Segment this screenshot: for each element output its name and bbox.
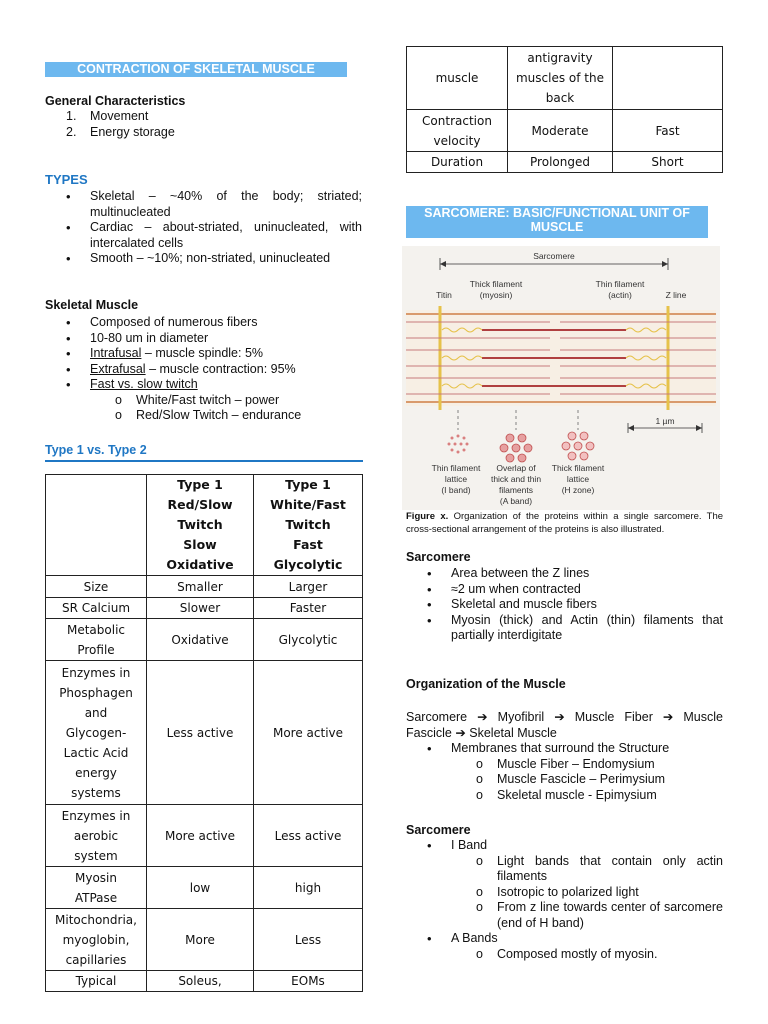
table-cell: Myosin ATPase — [46, 867, 147, 909]
types-heading: TYPES — [45, 172, 88, 187]
label-lattice-2c: filaments — [498, 485, 534, 495]
table-row — [46, 619, 363, 661]
table-row — [46, 805, 363, 867]
label-lattice-1b: lattice — [444, 474, 468, 484]
sarcomere-figure — [402, 246, 720, 510]
list-item: • Composed of numerous fibers — [66, 315, 258, 330]
fiber-type-table-continued — [406, 46, 723, 173]
organization-list — [427, 741, 723, 803]
skeletal-heading: Skeletal Muscle — [45, 298, 139, 312]
table-cell — [613, 47, 723, 110]
sub-list-item: o Skeletal muscle - Epimysium — [476, 787, 657, 802]
filament-bundle — [406, 306, 716, 410]
table-cell: Less active — [254, 805, 363, 867]
table-row — [407, 47, 723, 110]
table-header-cell: Type 1 White/Fast Twitch Fast Glycolytic — [254, 475, 363, 576]
label-titin: Titin — [436, 290, 452, 300]
list-item: • Smooth – ~10%; non-striated, uninucleated — [66, 251, 331, 266]
table-row — [46, 661, 363, 805]
label-thick-filament: Thick filament — [469, 279, 523, 289]
table-cell: Slower — [147, 598, 254, 619]
heading-underline — [45, 460, 363, 462]
table-cell: Glycolytic — [254, 619, 363, 661]
fiber-type-table — [45, 474, 363, 992]
type-comparison-heading: Type 1 vs. Type 2 — [45, 443, 147, 457]
table-cell: Larger — [254, 576, 363, 598]
table-cell: Faster — [254, 598, 363, 619]
section-title-sarcomere: SARCOMERE: BASIC/FUNCTIONAL UNIT OF MUSCLE — [406, 206, 708, 238]
list-item: • Intrafusal – muscle spindle: 5% — [66, 346, 264, 361]
table-cell — [46, 475, 147, 576]
sarcomere-list — [427, 566, 723, 644]
list-item: • ≈2 um when contracted — [427, 581, 581, 597]
list-item: • Myosin (thick) and Actin (thin) filaments that partially interdigitate — [427, 612, 723, 642]
sub-list-item: o White/Fast twitch – power — [115, 392, 280, 407]
sarcomere-bands-heading: Sarcomere — [406, 823, 471, 837]
organization-chain: Sarcomere ➔ Myofibril ➔ Muscle Fiber ➔ Muscle Fascicle ➔ Skeletal Muscle — [406, 710, 723, 740]
general-heading: General Characteristics — [45, 94, 186, 108]
skeletal-list — [66, 315, 362, 424]
table-cell: Enzymes in aerobic system — [46, 805, 147, 867]
table-cell: Duration — [407, 152, 508, 173]
table-cell: Soleus, — [147, 971, 254, 992]
label-actin: (actin) — [608, 290, 632, 300]
types-list — [66, 189, 362, 267]
sub-list-item: o From z line towards center of sarcomere (end of H band) — [476, 900, 723, 930]
label-lattice-1c: (I band) — [441, 485, 471, 495]
label-lattice-3c: (H zone) — [561, 485, 595, 495]
label-lattice-1: Thin filament — [431, 463, 481, 473]
sub-list-item: o Isotropic to polarized light — [476, 884, 639, 899]
sub-list-item: o Light bands that contain only actin filaments — [476, 853, 723, 883]
table-cell: low — [147, 867, 254, 909]
list-item: • Skeletal and muscle fibers — [427, 597, 597, 612]
table-cell: muscle — [407, 47, 508, 110]
table-cell: Prolonged — [508, 152, 613, 173]
organization-heading: Organization of the Muscle — [406, 677, 566, 691]
table-cell: Typical — [46, 971, 147, 992]
label-sarcomere: Sarcomere — [533, 251, 575, 261]
table-cell: Enzymes in Phosphagen and Glycogen- Lactic Acid energy systems — [46, 661, 147, 805]
table-cell: Smaller — [147, 576, 254, 598]
sub-list-item: o Composed mostly of myosin. — [476, 946, 658, 961]
table-cell: Size — [46, 576, 147, 598]
table-cell: high — [254, 867, 363, 909]
table-row — [407, 152, 723, 173]
table-row — [46, 909, 363, 971]
table-cell: More active — [147, 805, 254, 867]
label-lattice-3: Thick filament — [551, 463, 605, 473]
table-row — [407, 110, 723, 152]
table-header-row — [46, 475, 363, 576]
table-header-cell: Type 1 Red/Slow Twitch Slow Oxidative — [147, 475, 254, 576]
list-item: • Membranes that surround the Structure — [427, 741, 670, 756]
table-cell: Moderate — [508, 110, 613, 152]
sarcomere-bands-list — [427, 838, 723, 962]
list-item: • Extrafusal – muscle contraction: 95% — [66, 361, 296, 377]
label-scale: 1 µm — [655, 416, 675, 426]
label-myosin: (myosin) — [479, 290, 513, 300]
table-cell: Fast — [613, 110, 723, 152]
table-cell: EOMs — [254, 971, 363, 992]
table-row — [46, 598, 363, 619]
table-row — [46, 867, 363, 909]
figure-caption: Figure x. Organization of the proteins within a single sarcomere. The cross-sectional arrangement of the proteins is also illustrated. — [406, 511, 724, 535]
table-cell: Less active — [147, 661, 254, 805]
label-lattice-3b: lattice — [566, 474, 590, 484]
table-cell: More active — [254, 661, 363, 805]
sub-list-item: o Muscle Fascicle – Perimysium — [476, 772, 666, 786]
section-title-contraction: CONTRACTION OF SKELETAL MUSCLE — [45, 62, 347, 77]
table-cell: SR Calcium — [46, 598, 147, 619]
sub-list-item: o Muscle Fiber – Endomysium — [476, 756, 655, 771]
table-cell: antigravity muscles of the back — [508, 47, 613, 110]
label-z-line: Z line — [665, 290, 687, 300]
label-thin-filament: Thin filament — [595, 279, 645, 289]
table-cell: Short — [613, 152, 723, 173]
list-item: • I Band — [427, 838, 488, 853]
sub-list-item: o Red/Slow Twitch – endurance — [115, 408, 302, 422]
list-item: 1. Movement — [66, 109, 149, 123]
sarcomere-heading: Sarcomere — [406, 550, 471, 564]
label-lattice-2: Overlap of — [496, 463, 536, 473]
list-item: • 10-80 um in diameter — [66, 330, 209, 346]
table-cell: Oxidative — [147, 619, 254, 661]
list-item: 2. Energy storage — [66, 124, 175, 139]
list-item: • A Bands — [427, 931, 498, 946]
table-cell: Metabolic Profile — [46, 619, 147, 661]
label-lattice-2b: thick and thin — [490, 474, 542, 484]
list-item: • Cardiac – about-striated, uninucleated, with intercalated cells — [66, 220, 362, 250]
label-lattice-2d: (A band) — [499, 496, 533, 506]
general-list — [66, 109, 356, 140]
table-cell: Mitochondria, myoglobin, capillaries — [46, 909, 147, 971]
list-item: • Skeletal – ~40% of the body; striated; multinucleated — [66, 189, 362, 219]
table-row — [46, 971, 363, 992]
table-cell: Less — [254, 909, 363, 971]
table-cell: Contraction velocity — [407, 110, 508, 152]
list-item: • Area between the Z lines — [427, 566, 590, 581]
table-cell: More — [147, 909, 254, 971]
list-item: • Fast vs. slow twitch — [66, 377, 198, 392]
table-row — [46, 576, 363, 598]
